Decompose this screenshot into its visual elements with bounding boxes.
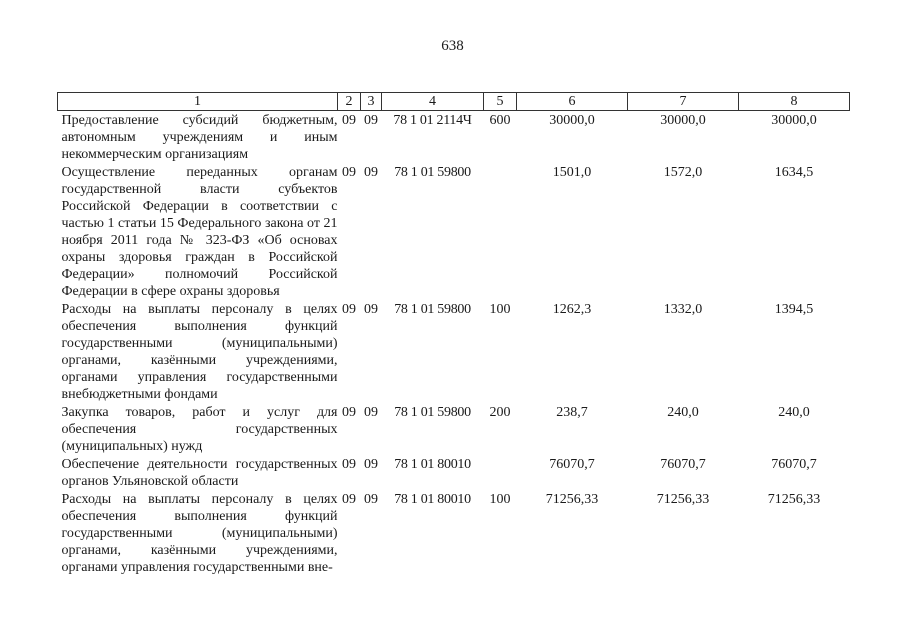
section-code: 09 xyxy=(342,405,356,420)
expense-type-code: 100 xyxy=(489,302,511,317)
subsection-code: 09 xyxy=(364,302,378,317)
amount-year-1: 1501,0 xyxy=(552,165,592,180)
column-header: 3 xyxy=(361,93,382,111)
expense-type-code xyxy=(484,163,517,300)
subsection-code: 09 xyxy=(364,405,378,420)
amount-year-1: 76070,7 xyxy=(549,457,595,472)
target-article-code: 78 1 01 2114Ч xyxy=(393,113,472,128)
row-name: Предоставление субсидий бюджетным, автономным учреждениям и иным некоммерческим организациям xyxy=(61,113,338,162)
row-name: Обеспечение деятельности государственных органов Ульяновской области xyxy=(61,457,338,489)
section-code: 09 xyxy=(342,302,356,317)
amount-year-3: 76070,7 xyxy=(771,457,817,472)
amount-year-2: 1332,0 xyxy=(663,302,703,317)
amount-year-2: 76070,7 xyxy=(660,457,706,472)
amount-year-1: 71256,33 xyxy=(545,492,599,507)
table-row xyxy=(58,490,850,576)
amount-year-3: 1394,5 xyxy=(774,302,814,317)
amount-year-3: 240,0 xyxy=(778,405,810,420)
row-name: Расходы на выплаты персоналу в целях обеспечения выполнения функций государственными (муниципальными) органами, казёнными учреждениями, органами управления государственными вне- xyxy=(61,492,338,575)
expense-type-code xyxy=(484,455,517,490)
section-code: 09 xyxy=(342,113,356,128)
amount-year-1: 30000,0 xyxy=(549,113,595,128)
subsection-code: 09 xyxy=(364,165,378,180)
table-row xyxy=(58,111,850,164)
column-header: 5 xyxy=(484,93,517,111)
section-code: 09 xyxy=(342,457,356,472)
section-code: 09 xyxy=(342,165,356,180)
page-number: 638 xyxy=(441,38,464,54)
column-header: 6 xyxy=(517,93,628,111)
amount-year-2: 1572,0 xyxy=(663,165,703,180)
column-header: 1 xyxy=(58,93,338,111)
column-header: 2 xyxy=(338,93,361,111)
column-header: 7 xyxy=(628,93,739,111)
subsection-code: 09 xyxy=(364,113,378,128)
amount-year-1: 1262,3 xyxy=(552,302,592,317)
target-article-code: 78 1 01 80010 xyxy=(394,492,471,507)
budget-table xyxy=(57,92,850,576)
table-header-row xyxy=(58,93,850,111)
amount-year-1: 238,7 xyxy=(556,405,588,420)
target-article-code: 78 1 01 59800 xyxy=(394,302,471,317)
expense-type-code: 200 xyxy=(489,405,511,420)
row-name: Осуществление переданных органам государственной власти субъектов Российской Федерации в соответствии с частью 1 статьи 15 Федерального закона от 21 ноября 2011 года № 323-ФЗ «Об основах охраны здоровья граждан в Российской Федерации» полномочий Российской Федерации в сфере охраны здоровья xyxy=(61,165,338,299)
row-name: Расходы на выплаты персоналу в целях обеспечения выполнения функций государственными (муниципальными) органами, казёнными учреждениями, органами управления государственными внебюджетными фондами xyxy=(61,302,338,402)
amount-year-2: 30000,0 xyxy=(660,113,706,128)
table-row xyxy=(58,163,850,300)
column-header: 4 xyxy=(382,93,484,111)
target-article-code: 78 1 01 59800 xyxy=(394,405,471,420)
target-article-code: 78 1 01 80010 xyxy=(394,457,471,472)
expense-type-code: 600 xyxy=(489,113,511,128)
table-row xyxy=(58,455,850,490)
section-code: 09 xyxy=(342,492,356,507)
column-header: 8 xyxy=(739,93,850,111)
amount-year-3: 1634,5 xyxy=(774,165,814,180)
amount-year-2: 240,0 xyxy=(667,405,699,420)
amount-year-2: 71256,33 xyxy=(656,492,710,507)
subsection-code: 09 xyxy=(364,492,378,507)
table-row xyxy=(58,300,850,403)
target-article-code: 78 1 01 59800 xyxy=(394,165,471,180)
amount-year-3: 30000,0 xyxy=(771,113,817,128)
amount-year-3: 71256,33 xyxy=(767,492,821,507)
subsection-code: 09 xyxy=(364,457,378,472)
table-row xyxy=(58,403,850,455)
expense-type-code: 100 xyxy=(489,492,511,507)
row-name: Закупка товаров, работ и услуг для обеспечения государственных (муниципальных) нужд xyxy=(61,405,338,454)
